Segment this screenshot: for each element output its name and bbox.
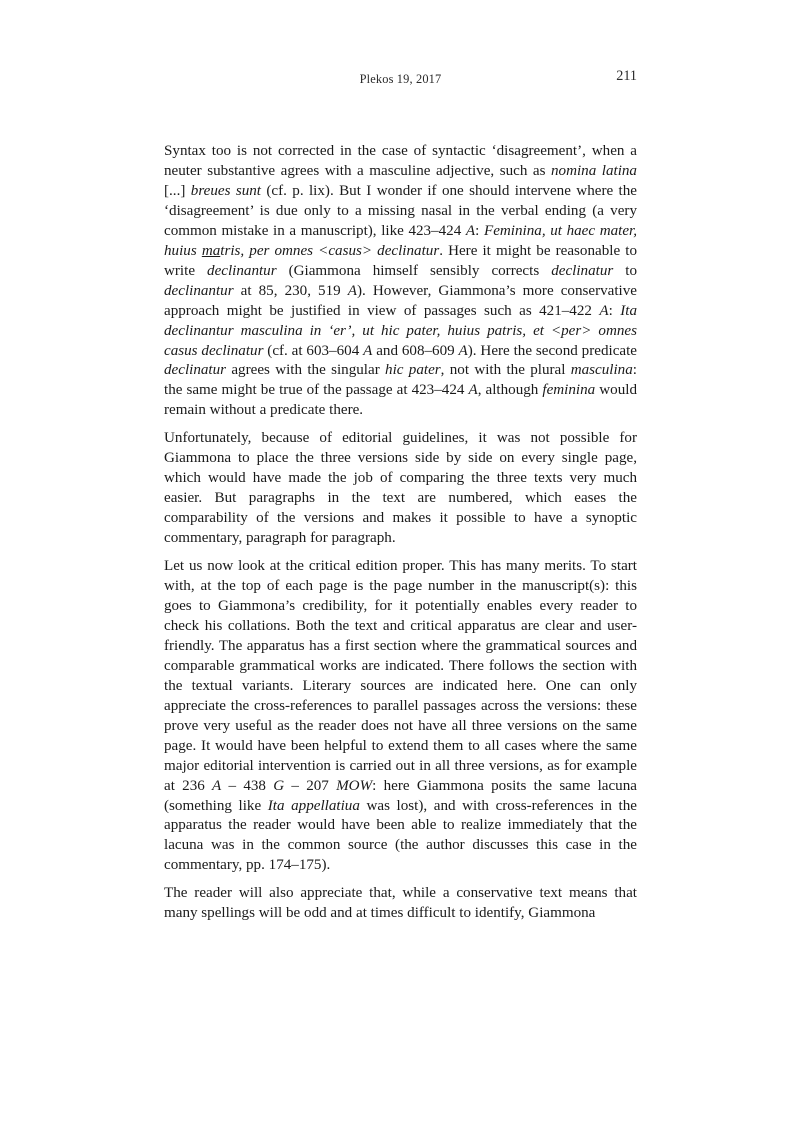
text-run: The reader will also appreciate that, while a conservative text means that many spellings will be odd and at times difficult to identify, Giammona [164,885,637,922]
italic-underlined-run: ma [201,242,221,259]
text-run: would remain without a predicate there. [164,382,637,419]
text-run: : [608,302,621,319]
italic-run: MOW [336,777,373,794]
text-run: . Here it might be reasonable to write [164,242,637,279]
text-run: – 207 [284,777,337,794]
italic-run: declinatur [551,262,614,279]
text-run: , not with the plural [440,362,571,379]
italic-run: masculina [570,362,633,379]
text-run: to [613,262,637,279]
italic-run: Ita appellatiua [267,797,360,814]
italic-run: Ita declinantur masculina in ‘er’, ut hic pater, huius patris, et <per> omnes casus declinatur [164,302,638,359]
text-run: : the same might be true of the passage at 423–424 [164,362,637,399]
paragraph [164,884,637,924]
text-run: agrees with the singular [226,362,386,379]
italic-run: declinantur [207,262,277,279]
italic-run: feminina [542,382,596,399]
running-head-journal-title: Plekos 19, 2017 [359,72,442,86]
text-run: Syntax too is not corrected in the case of syntactic ‘disagreement’, when a neuter substantive agrees with a masculine adjective, such as [164,143,637,179]
paragraph [164,429,637,549]
italic-run: G [273,777,285,794]
text-run: and 608–609 [372,342,459,359]
text-run: ). However, Giammona’s more conservative approach might be justified in view of passages such as 421–422 [164,282,637,319]
text-run: at 85, 230, 519 [233,282,348,299]
text-run: ). Here the second predicate [467,342,637,359]
text-run: (Giammona himself sensibly corrects [276,262,552,279]
italic-run: breues sunt [190,182,261,199]
text-run: (cf. at 603–604 [263,342,364,359]
text-run: , although [477,382,543,399]
italic-run: A [468,382,478,399]
italic-run: declinatur [164,362,227,379]
italic-run: A [599,302,609,319]
paragraph [164,142,637,421]
page-number: 211 [616,68,637,84]
text-run: Unfortunately, because of editorial guidelines, it was not possible for Giammona to place the three versions side by side on every single page, which would have made the job of comparing the three texts very much easier. But paragraphs in the text are numbered, which eases the comparability of the versions and makes it possible to have a synoptic commentary, paragraph for paragraph. [164,430,637,547]
italic-run: hic pater [385,362,441,379]
italic-run: Feminina, ut haec mater, huius [164,222,638,259]
italic-run: A [363,342,373,359]
text-run: Let us now look at the critical edition proper. This has many merits. To start with, at the top of each page is the page number in the manuscript(s): this goes to Giammona’s credibility, for it potentially enables every reader to check his collations. Both the text and critical apparatus are clear and user-friendly. The apparatus has a first section where the grammatical sources and comparable grammatical works are indicated. There follows the section with the textual variants. Literary sources are indicated here. One can only appreciate the cross-references to parallel passages across the versions: these prove very useful as the reader does not have all three versions on the same page. It would have been helpful to extend them to all cases where the same major editorial intervention is carried out in all three versions, as for example at 236 [164,558,637,794]
text-run: : here Giammona posits the same lacuna (something like [164,777,637,814]
text-run: was lost), and with cross-references in the apparatus the reader would have been able to realize immediately that the lacuna was in the common source (the author discusses this case in the commentary, pp. 174–175). [164,797,637,874]
text-run: (cf. p. lix). But I wonder if one should intervene where the ‘disagreement’ is due only to a missing nasal in the verbal ending (a very common mistake in a manuscript), like 423–424 [164,182,637,239]
text-run: : [475,222,484,239]
italic-run: nomina latina [550,162,637,179]
body-text-block [164,142,637,924]
paragraph [164,557,637,876]
italic-run: A [458,342,468,359]
italic-run: tris, per omnes <casus> declinatur [220,242,440,259]
running-head [164,68,637,90]
italic-run: A [347,282,357,299]
italic-run: declinantur [164,282,234,299]
text-run: [...] [164,182,191,199]
italic-run: A [212,777,222,794]
italic-run: A [465,222,476,239]
text-run: – 438 [221,777,274,794]
